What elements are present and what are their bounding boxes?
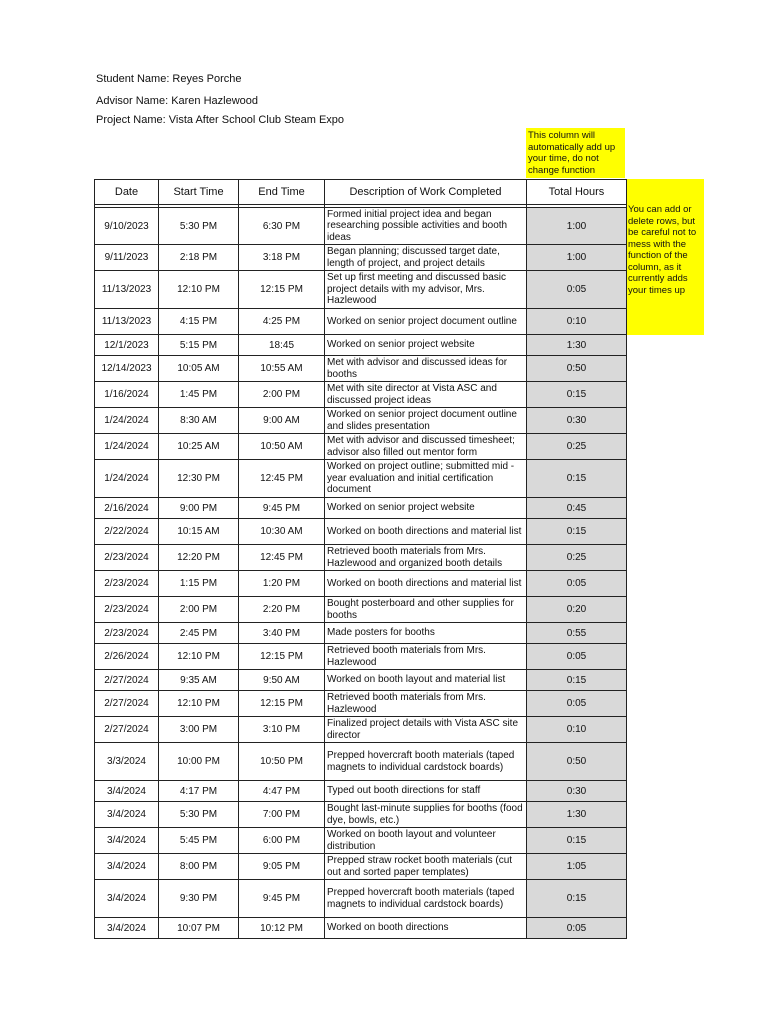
total-hours-cell: 0:30 <box>527 781 627 802</box>
description-cell: Worked on senior project document outline <box>325 309 527 335</box>
end-time-cell: 10:30 AM <box>239 519 325 545</box>
date-cell: 3/4/2024 <box>95 828 159 854</box>
start-time-cell: 9:35 AM <box>159 670 239 691</box>
table-row <box>95 670 627 691</box>
column-header-start-time: Start Time <box>159 180 239 205</box>
start-time-cell: 8:30 AM <box>159 408 239 434</box>
end-time-cell: 12:15 PM <box>239 691 325 717</box>
date-cell: 2/23/2024 <box>95 571 159 597</box>
table-row <box>95 382 627 408</box>
total-hours-cell: 0:50 <box>527 743 627 781</box>
date-cell: 2/23/2024 <box>95 545 159 571</box>
end-time-cell: 10:12 PM <box>239 918 325 939</box>
table-row <box>95 571 627 597</box>
description-cell: Bought last-minute supplies for booths (food dye, bowls, etc.) <box>325 802 527 828</box>
description-cell: Prepped hovercraft booth materials (taped magnets to individual cardstock boards) <box>325 743 527 781</box>
start-time-cell: 4:17 PM <box>159 781 239 802</box>
table-row <box>95 918 627 939</box>
end-time-cell: 2:00 PM <box>239 382 325 408</box>
header-row <box>95 180 627 205</box>
total-hours-cell: 1:30 <box>527 802 627 828</box>
start-time-cell: 10:07 PM <box>159 918 239 939</box>
total-hours-cell: 0:15 <box>527 519 627 545</box>
table-row <box>95 460 627 498</box>
end-time-cell: 12:45 PM <box>239 545 325 571</box>
description-cell: Worked on senior project website <box>325 335 527 356</box>
total-hours-cell: 0:05 <box>527 571 627 597</box>
date-cell: 3/4/2024 <box>95 880 159 918</box>
start-time-cell: 5:30 PM <box>159 208 239 245</box>
end-time-cell: 12:15 PM <box>239 271 325 309</box>
column-header-end-time: End Time <box>239 180 325 205</box>
description-cell: Worked on booth directions and material list <box>325 519 527 545</box>
description-cell: Retrieved booth materials from Mrs. Hazlewood <box>325 644 527 670</box>
end-time-cell: 6:30 PM <box>239 208 325 245</box>
description-cell: Met with site director at Vista ASC and discussed project ideas <box>325 382 527 408</box>
start-time-cell: 12:20 PM <box>159 545 239 571</box>
timesheet-table <box>94 179 627 939</box>
date-cell: 1/24/2024 <box>95 408 159 434</box>
rows-note: You can add or delete rows, but be careful not to mess with the function of the column, as it currently adds your times up <box>626 179 704 335</box>
start-time-cell: 1:15 PM <box>159 571 239 597</box>
table-row <box>95 498 627 519</box>
date-cell: 11/13/2023 <box>95 309 159 335</box>
total-hours-cell: 0:15 <box>527 670 627 691</box>
total-hours-cell: 0:15 <box>527 382 627 408</box>
total-hours-cell: 0:50 <box>527 356 627 382</box>
description-cell: Worked on booth directions and material list <box>325 571 527 597</box>
date-cell: 12/1/2023 <box>95 335 159 356</box>
total-hours-cell: 0:05 <box>527 918 627 939</box>
description-cell: Retrieved booth materials from Mrs. Hazlewood and organized booth details <box>325 545 527 571</box>
start-time-cell: 12:10 PM <box>159 271 239 309</box>
date-cell: 12/14/2023 <box>95 356 159 382</box>
description-cell: Worked on senior project document outline and slides presentation <box>325 408 527 434</box>
start-time-cell: 2:00 PM <box>159 597 239 623</box>
description-cell: Prepped straw rocket booth materials (cut out and sorted paper templates) <box>325 854 527 880</box>
column-header-description: Description of Work Completed <box>325 180 527 205</box>
description-cell: Bought posterboard and other supplies for booths <box>325 597 527 623</box>
description-cell: Finalized project details with Vista ASC site director <box>325 717 527 743</box>
table-row <box>95 271 627 309</box>
description-cell: Worked on senior project website <box>325 498 527 519</box>
description-cell: Worked on booth layout and volunteer distribution <box>325 828 527 854</box>
end-time-cell: 10:50 AM <box>239 434 325 460</box>
table-row <box>95 335 627 356</box>
table-row <box>95 408 627 434</box>
total-column-note: This column will automatically add up your time, do not change function <box>526 128 625 178</box>
start-time-cell: 10:05 AM <box>159 356 239 382</box>
end-time-cell: 4:47 PM <box>239 781 325 802</box>
table-row <box>95 519 627 545</box>
total-hours-cell: 0:05 <box>527 691 627 717</box>
table-row <box>95 854 627 880</box>
table-row <box>95 597 627 623</box>
start-time-cell: 9:00 PM <box>159 498 239 519</box>
end-time-cell: 3:10 PM <box>239 717 325 743</box>
start-time-cell: 5:45 PM <box>159 828 239 854</box>
total-hours-cell: 0:10 <box>527 717 627 743</box>
description-cell: Worked on booth directions <box>325 918 527 939</box>
start-time-cell: 9:30 PM <box>159 880 239 918</box>
total-hours-cell: 0:30 <box>527 408 627 434</box>
end-time-cell: 9:45 PM <box>239 498 325 519</box>
start-time-cell: 1:45 PM <box>159 382 239 408</box>
end-time-cell: 10:50 PM <box>239 743 325 781</box>
column-header-total-hours: Total Hours <box>527 180 627 205</box>
total-hours-cell: 1:05 <box>527 854 627 880</box>
start-time-cell: 2:18 PM <box>159 245 239 271</box>
description-cell: Met with advisor and discussed timesheet; advisor also filled out mentor form <box>325 434 527 460</box>
table-row <box>95 623 627 644</box>
end-time-cell: 9:50 AM <box>239 670 325 691</box>
project-name: Project Name: Vista After School Club Steam Expo <box>96 114 345 126</box>
total-hours-cell: 0:15 <box>527 460 627 498</box>
start-time-cell: 12:30 PM <box>159 460 239 498</box>
table-row <box>95 309 627 335</box>
total-hours-cell: 1:30 <box>527 335 627 356</box>
column-header-date: Date <box>95 180 159 205</box>
end-time-cell: 9:00 AM <box>239 408 325 434</box>
end-time-cell: 3:40 PM <box>239 623 325 644</box>
end-time-cell: 12:15 PM <box>239 644 325 670</box>
table-row <box>95 545 627 571</box>
table-row <box>95 743 627 781</box>
description-cell: Worked on project outline; submitted mid - year evaluation and initial certification document <box>325 460 527 498</box>
date-cell: 3/4/2024 <box>95 802 159 828</box>
date-cell: 3/3/2024 <box>95 743 159 781</box>
end-time-cell: 1:20 PM <box>239 571 325 597</box>
end-time-cell: 9:05 PM <box>239 854 325 880</box>
total-hours-cell: 0:05 <box>527 644 627 670</box>
start-time-cell: 12:10 PM <box>159 691 239 717</box>
end-time-cell: 10:55 AM <box>239 356 325 382</box>
advisor-name: Advisor Name: Karen Hazlewood <box>96 95 259 107</box>
table-row <box>95 644 627 670</box>
date-cell: 3/4/2024 <box>95 918 159 939</box>
total-hours-cell: 1:00 <box>527 245 627 271</box>
date-cell: 9/10/2023 <box>95 208 159 245</box>
total-hours-cell: 0:20 <box>527 597 627 623</box>
total-hours-cell: 0:45 <box>527 498 627 519</box>
table-row <box>95 434 627 460</box>
end-time-cell: 7:00 PM <box>239 802 325 828</box>
end-time-cell: 3:18 PM <box>239 245 325 271</box>
student-name: Student Name: Reyes Porche <box>96 73 242 85</box>
date-cell: 1/24/2024 <box>95 460 159 498</box>
end-time-cell: 6:00 PM <box>239 828 325 854</box>
description-cell: Typed out booth directions for staff <box>325 781 527 802</box>
end-time-cell: 9:45 PM <box>239 880 325 918</box>
total-hours-cell: 0:55 <box>527 623 627 644</box>
start-time-cell: 4:15 PM <box>159 309 239 335</box>
date-cell: 1/24/2024 <box>95 434 159 460</box>
table-row <box>95 880 627 918</box>
end-time-cell: 18:45 <box>239 335 325 356</box>
start-time-cell: 10:00 PM <box>159 743 239 781</box>
total-hours-cell: 0:25 <box>527 545 627 571</box>
total-hours-cell: 0:25 <box>527 434 627 460</box>
description-cell: Worked on booth layout and material list <box>325 670 527 691</box>
date-cell: 2/23/2024 <box>95 623 159 644</box>
date-cell: 1/16/2024 <box>95 382 159 408</box>
date-cell: 2/16/2024 <box>95 498 159 519</box>
start-time-cell: 5:15 PM <box>159 335 239 356</box>
date-cell: 3/4/2024 <box>95 854 159 880</box>
end-time-cell: 12:45 PM <box>239 460 325 498</box>
start-time-cell: 2:45 PM <box>159 623 239 644</box>
start-time-cell: 12:10 PM <box>159 644 239 670</box>
timesheet-body <box>95 205 627 939</box>
end-time-cell: 4:25 PM <box>239 309 325 335</box>
table-row <box>95 691 627 717</box>
end-time-cell: 2:20 PM <box>239 597 325 623</box>
description-cell: Prepped hovercraft booth materials (taped magnets to individual cardstock boards) <box>325 880 527 918</box>
total-hours-cell: 0:10 <box>527 309 627 335</box>
total-hours-cell: 1:00 <box>527 208 627 245</box>
total-hours-cell: 0:05 <box>527 271 627 309</box>
start-time-cell: 5:30 PM <box>159 802 239 828</box>
total-hours-cell: 0:15 <box>527 880 627 918</box>
table-row <box>95 356 627 382</box>
total-hours-cell: 0:15 <box>527 828 627 854</box>
description-cell: Made posters for booths <box>325 623 527 644</box>
start-time-cell: 10:25 AM <box>159 434 239 460</box>
date-cell: 2/26/2024 <box>95 644 159 670</box>
table-row <box>95 208 627 245</box>
start-time-cell: 10:15 AM <box>159 519 239 545</box>
table-row <box>95 828 627 854</box>
table-row <box>95 717 627 743</box>
date-cell: 2/22/2024 <box>95 519 159 545</box>
date-cell: 2/27/2024 <box>95 717 159 743</box>
description-cell: Formed initial project idea and began researching possible activities and booth ideas <box>325 208 527 245</box>
start-time-cell: 8:00 PM <box>159 854 239 880</box>
description-cell: Met with advisor and discussed ideas for booths <box>325 356 527 382</box>
table-row <box>95 245 627 271</box>
date-cell: 2/27/2024 <box>95 691 159 717</box>
date-cell: 2/27/2024 <box>95 670 159 691</box>
description-cell: Began planning; discussed target date, length of project, and project details <box>325 245 527 271</box>
date-cell: 3/4/2024 <box>95 781 159 802</box>
start-time-cell: 3:00 PM <box>159 717 239 743</box>
description-cell: Set up first meeting and discussed basic project details with my advisor, Mrs. Hazlewood <box>325 271 527 309</box>
date-cell: 2/23/2024 <box>95 597 159 623</box>
description-cell: Retrieved booth materials from Mrs. Hazlewood <box>325 691 527 717</box>
table-row <box>95 781 627 802</box>
table-row <box>95 802 627 828</box>
date-cell: 9/11/2023 <box>95 245 159 271</box>
date-cell: 11/13/2023 <box>95 271 159 309</box>
